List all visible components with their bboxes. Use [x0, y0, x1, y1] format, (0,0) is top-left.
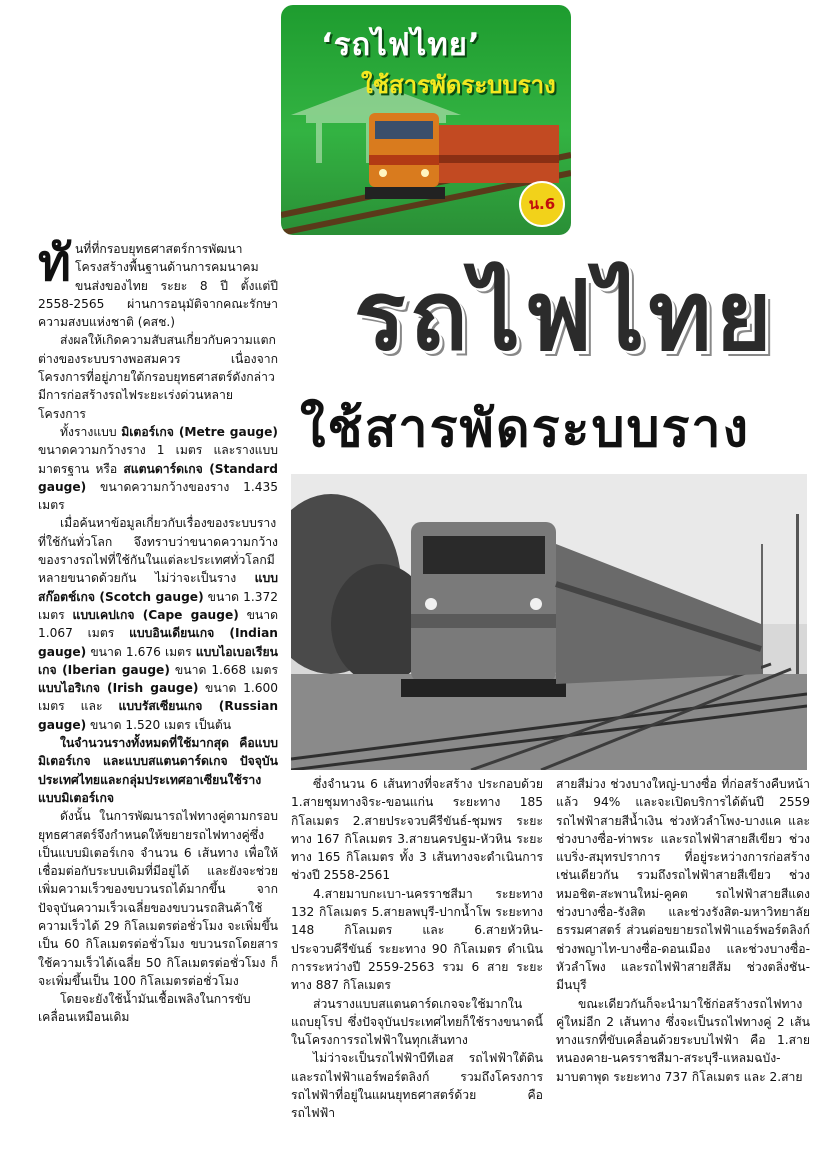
paragraph: ดังนั้น ในการพัฒนารถไฟทางคู่ตามกรอบยุทธศาสตร์จึงกำหนดให้ขยายรถไฟทางคู่ซึ่งเป็นแบบมิเตอร์เกจ จำนวน 6 เส้นทาง เพื่อให้เชื่อมต่อกับระบบเดิมที่มีอยู่ได้ และยังจะช่วยเพิ่มความเร็วของขบวนรถได้มากขึ้น จากปัจจุบันความเร็วเฉลี่ยของขบวนรถสินค้าใช้ความเร็วได้ 29 กิโลเมตรต่อชั่วโมง จะเพิ่มขึ้นเป็น 60 กิโลเมตรต่อชั่วโมง ขบวนรถโดยสารใช้ความเร็วได้เฉลี่ย 50 กิโลเมตรต่อชั่วโมง ก็จะเพิ่มขึ้นเป็น 100 กิโลเมตรต่อชั่วโมง	[38, 809, 278, 988]
text-run: ขนาด 1.372 เมตร	[38, 589, 279, 622]
lead-paragraph	[38, 233, 278, 331]
page-badge: น.6	[519, 181, 565, 227]
paragraph: ส่วนรางแบบสแตนดาร์ดเกจจะใช้มากในแถบยุโรป ซึ่งปัจจุบันประเทศไทยก็ใช้รางขนาดนี้ในโครงการรถไฟฟ้าในทุกเส้นทาง	[291, 996, 543, 1048]
banner-kicker: ‘รถไฟไทย’	[321, 27, 481, 63]
text-run: ขนาด 1.668 เมตร	[169, 662, 278, 677]
article-column-3	[556, 775, 810, 1086]
paragraph: ขณะเดียวกันก็จะนำมาใช้ก่อสร้างรถไฟทางคู่ใหม่อีก 2 เส้นทาง ซึ่งจะเป็นรถไฟทางคู่ 2 เส้นทางแรกที่ขับเคลื่อนด้วยระบบไฟฟ้า คือ 1.สายหนองคาย-นครราชสีมา-สระบุรี-แหลมฉบัง-มาบตาพุด ระยะทาง 737 กิโลเมตร และ 2.สาย	[556, 996, 810, 1084]
term-iberian-gauge: แบบไอเบอเรียนเกจ (Iberian gauge)	[38, 644, 278, 677]
text-run: เมื่อค้นหาข้อมูลเกี่ยวกับเรื่องของระบบรางที่ใช้กันทั่วโลก จึงทราบว่าขนาดความกว้างของรางรถไฟที่ใช้กันในแต่ละประเทศทั่วโลกมีหลายขนาดด้วยกัน ไม่ว่าจะเป็นราง	[38, 516, 278, 586]
paragraph: ไม่ว่าจะเป็นรถไฟฟ้าบีทีเอส รถไฟฟ้าใต้ดิน และรถไฟฟ้าแอร์พอร์ตลิงก์ รวมถึงโครงการรถไฟฟ้าที่อยู่ในแผนยุทธศาสตร์ด้วย คือ รถไฟฟ้า	[291, 1051, 543, 1121]
train-photo-image	[291, 474, 807, 770]
paragraph: ส่งผลให้เกิดความสับสนเกี่ยวกับความแตกต่างของระบบรางพอสมควร เนื่องจากโครงการที่อยู่ภายใต้กรอบยุทธศาสตร์ดังกล่าวมีการก่อสร้างรถไฟระยะเร่งด่วนหลายโครงการ	[38, 333, 278, 421]
drop-cap: ทั	[38, 233, 71, 292]
term-russian-gauge: แบบรัสเซียนเกจ (Russian gauge)	[38, 699, 278, 732]
term-irish-gauge: แบบไอริเกจ (Irish gauge)	[38, 681, 199, 696]
article-column-2	[291, 775, 543, 1123]
paragraph-bold	[38, 734, 278, 807]
text-run: ขนาด 1.676 เมตร	[86, 644, 196, 659]
headline-line-2: ใช้สารพัดระบบราง	[300, 399, 750, 459]
headline-line-1: รถไฟไทย	[354, 260, 776, 372]
term-metre-gauge: มิเตอร์เกจ (Metre gauge)	[121, 424, 278, 439]
paragraph: สายสีม่วง ช่วงบางใหญ่-บางซื่อ ที่ก่อสร้างคืบหน้าแล้ว 94% และจะเปิดบริการได้ต้นปี 2559 รถไฟฟ้าสายสีน้ำเงิน ช่วงหัวลำโพง-บางแค และช่วงบางซื่อ-ท่าพระ และรถไฟฟ้าสายสีเขียว ช่วงแบริ่ง-สมุทรปราการ ที่อยู่ระหว่างการก่อสร้างเช่นเดียวกัน รวมถึงรถไฟฟ้าสายสีเขียว ช่วงหมอชิต-สะพานใหม่-คูคต รถไฟฟ้าสายสีแดง ช่วงบางซื่อ-รังสิต และช่วงรังสิต-มหาวิทยาลัยธรรมศาสตร์ ส่วนต่อขยายรถไฟฟ้าแอร์พอร์ตลิงก์ ช่วงพญาไท-บางซื่อ-ดอนเมือง และช่วงบางซื่อ-หัวลำโพง และรถไฟฟ้าสายสีส้ม ช่วงตลิ่งชัน-มีนบุรี	[556, 777, 810, 993]
text-run: ขนาดความกว้างของราง 1.435 เมตร	[38, 479, 278, 513]
text-run: ทั้งรางแบบ	[60, 424, 122, 439]
article-column-1	[38, 233, 279, 1027]
paragraph: ซึ่งจำนวน 6 เส้นทางที่จะสร้าง ประกอบด้วย 1.สายชุมทางจิระ-ขอนแก่น ระยะทาง 185 กิโลเมตร 2.สายประจวบคีรีขันธ์-ชุมพร ระยะทาง 167 กิโลเมตร 3.สายนครปฐม-หัวหิน ระยะทาง 165 กิโลเมตร ทั้ง 3 เส้นทางจะดำเนินการช่วงปี 2558-2561	[291, 777, 543, 883]
text-run: ขนาด 1.067 เมตร	[38, 607, 278, 641]
paragraph: 4.สายมาบกะเบา-นครราชสีมา ระยะทาง 132 กิโลเมตร 5.สายลพบุรี-ปากน้ำโพ ระยะทาง 148 กิโลเมตร และ 6.สายหัวหิน-ประจวบคีรีขันธ์ ระยะทาง 90 กิโลเมตร ดำเนินการระหว่างปี 2559-2563 รวม 6 สาย ระยะทาง 887 กิโลเมตร	[291, 886, 543, 993]
paragraph	[38, 423, 278, 514]
paragraph	[38, 514, 278, 734]
banner-subtitle: ใช้สารพัดระบบราง	[361, 71, 556, 99]
term-cape-gauge: แบบเคปเกจ (Cape gauge)	[72, 607, 239, 622]
text-run: ขนาดความกว้างราง 1 เมตร และรางแบบมาตรฐาน หรือ	[38, 443, 278, 476]
term-scotch-gauge: แบบสก๊อตช์เกจ (Scotch gauge)	[38, 571, 278, 604]
paragraph: โดยจะยังใช้น้ำมันเชื้อเพลิงในการขับเคลื่อนเหมือนเดิม	[38, 992, 251, 1025]
term-standard-gauge: สแตนดาร์ดเกจ (Standard gauge)	[38, 461, 278, 494]
section-banner	[281, 5, 571, 235]
term-indian-gauge: แบบอินเดียนเกจ (Indian gauge)	[38, 626, 278, 659]
text-run: ขนาด 1.520 เมตร เป็นต้น	[86, 717, 232, 732]
bold-text: ในจำนวนรางทั้งหมดที่ใช้มากสุด คือแบบมิเตอร์เกจ และแบบสแตนดาร์ดเกจ ปัจจุบันประเทศไทยและกลุ่มประเทศอาเซียนใช้รางแบบมิเตอร์เกจ	[38, 736, 278, 805]
lead-text: นที่ที่กรอบยุทธศาสตร์การพัฒนาโครงสร้างพื้นฐานด้านการคมนาคมขนส่งของไทย ระยะ 8 ปี ตั้งแต่ปี 2558-2565 ผ่านการอนุมัติจากคณะรักษาความสงบแห่งชาติ (คสช.)	[38, 242, 278, 330]
train-photo	[291, 474, 807, 770]
text-run: ขนาด 1.600 เมตร และ	[38, 681, 278, 714]
